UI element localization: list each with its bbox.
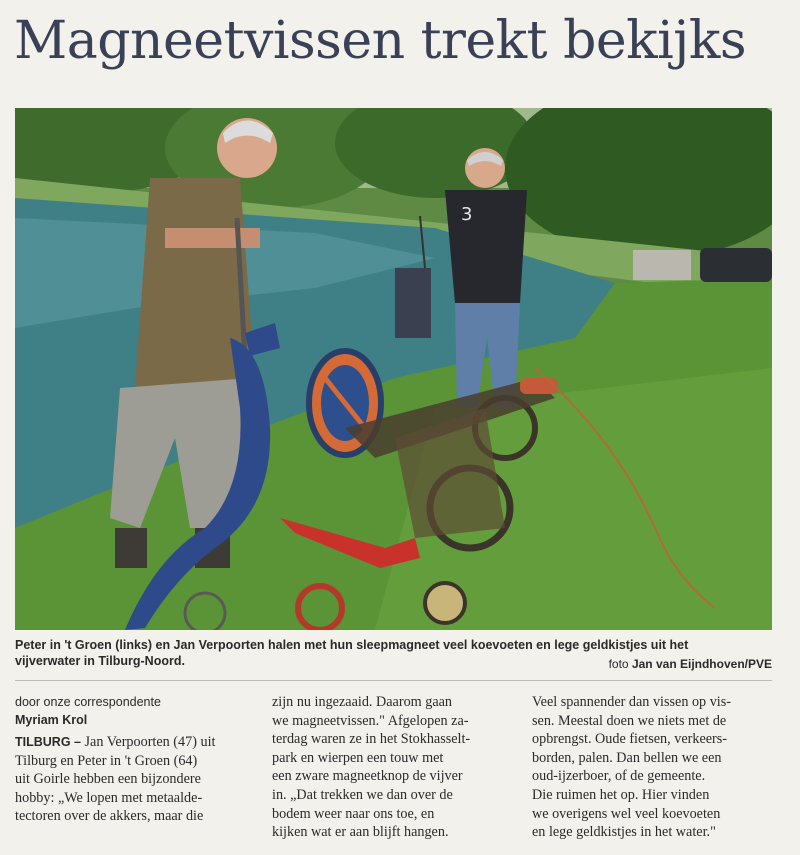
- article-line: [15, 733, 265, 752]
- article-line: sen. Meestal doen we niets met de: [532, 712, 727, 729]
- article-line: uit Goirle hebben een bijzondere: [15, 771, 201, 788]
- article-column-1: [15, 693, 265, 826]
- article-line: oud-ijzerboer, of de gemeente.: [532, 768, 706, 785]
- byline: door onze correspondente: [15, 695, 161, 709]
- svg-text:3: 3: [461, 204, 473, 225]
- headline: Magneetvissen trekt bekijks: [14, 11, 747, 71]
- article-line: kijken wat er aan blijft hangen.: [272, 824, 449, 841]
- author-name: Myriam Krol: [15, 713, 88, 727]
- article-line: terdag waren ze in het Stokhasselt-: [272, 731, 471, 748]
- article-line: Die ruimen het op. Hier vinden: [532, 786, 710, 803]
- photo-credit: [609, 657, 772, 671]
- article-line: Tilburg en Peter in 't Groen (64): [15, 752, 198, 769]
- caption-line: Peter in 't Groen (links) en Jan Verpoorten halen met hun sleepmagneet veel koevoeten en lege geldkistjes uit het: [15, 638, 689, 652]
- article-line: zijn nu ingezaaid. Daarom gaan: [272, 694, 453, 710]
- article-line: in. „Dat trekken we dan over de: [272, 786, 453, 803]
- credit-name: Jan van Eijndhoven/PVE: [631, 657, 772, 671]
- article-line: park en wierpen een touw met: [272, 749, 444, 766]
- article-line: we magneetvissen." Afgelopen za-: [272, 712, 469, 729]
- article-line: we overigens wel veel koevoeten: [532, 805, 721, 822]
- caption-line: vijverwater in Tilburg-Noord.: [15, 654, 185, 668]
- dateline: TILBURG –: [15, 735, 81, 749]
- article-line: Veel spannender dan vissen op vis-: [532, 694, 731, 710]
- article-line: een zware magneetknop de vijver: [272, 768, 463, 785]
- divider: [15, 680, 772, 681]
- news-photo: [15, 108, 772, 630]
- article-line: hobby: „We lopen met metaalde-: [15, 789, 203, 806]
- article-line: bodem weer naar ons toe, en: [272, 805, 435, 822]
- article-line: en lege geldkistjes in het water.": [532, 824, 716, 841]
- article-column-2: [272, 693, 522, 842]
- article-column-3: [532, 693, 782, 842]
- article-line: opbrengst. Oude fietsen, verkeers-: [532, 731, 728, 748]
- article-text: Jan Verpoorten (47) uit: [80, 734, 216, 750]
- credit-prefix: foto: [608, 657, 629, 671]
- article-line: tectoren over de akkers, maar die: [15, 808, 204, 825]
- article-line: borden, palen. Dan bellen we een: [532, 749, 722, 766]
